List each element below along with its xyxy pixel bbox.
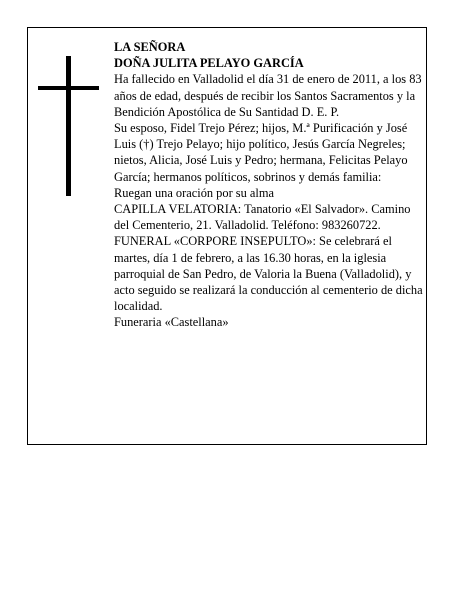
notice-text-block (114, 39, 426, 331)
chapel-info: CAPILLA VELATORIA: Tanatorio «El Salvador». Camino del Cementerio, 21. Valladolid. Teléfono: 983260722. (114, 202, 411, 233)
deceased-name: DOÑA JULITA PELAYO GARCÍA (114, 56, 304, 71)
funeral-info: FUNERAL «CORPORE INSEPULTO»: Se celebrará el martes, día 1 de febrero, a las 16.30 horas, en la iglesia parroquial de San Pedro, de Valoria la Buena (Valladolid), y acto seguido se realizará la conducción al cementerio de dicha localidad. (114, 234, 423, 314)
notice-title: LA SEÑORA (114, 40, 186, 54)
cross-horizontal-bar (38, 86, 99, 90)
death-announcement: Ha fallecido en Valladolid el día 31 de enero de 2011, a los 83 años de edad, después de recibir los Santos Sacramentos y la Bendición Apostólica de Su Santidad D. E. P. (114, 72, 422, 119)
prayer-request: Ruegan una oración por su alma (114, 185, 274, 200)
funeral-home: Funeraria «Castellana» (114, 315, 229, 330)
cross-vertical-bar (66, 56, 71, 196)
family-list: Su esposo, Fidel Trejo Pérez; hijos, M.ª Purificación y José Luis (†) Trejo Pelayo; hijo político, Jesús García Negreles; nietos, Alicia, José Luis y Pedro; hermana, Felicitas Pelayo García; hermanos políticos, sobrinos y demás familia: (114, 121, 408, 184)
